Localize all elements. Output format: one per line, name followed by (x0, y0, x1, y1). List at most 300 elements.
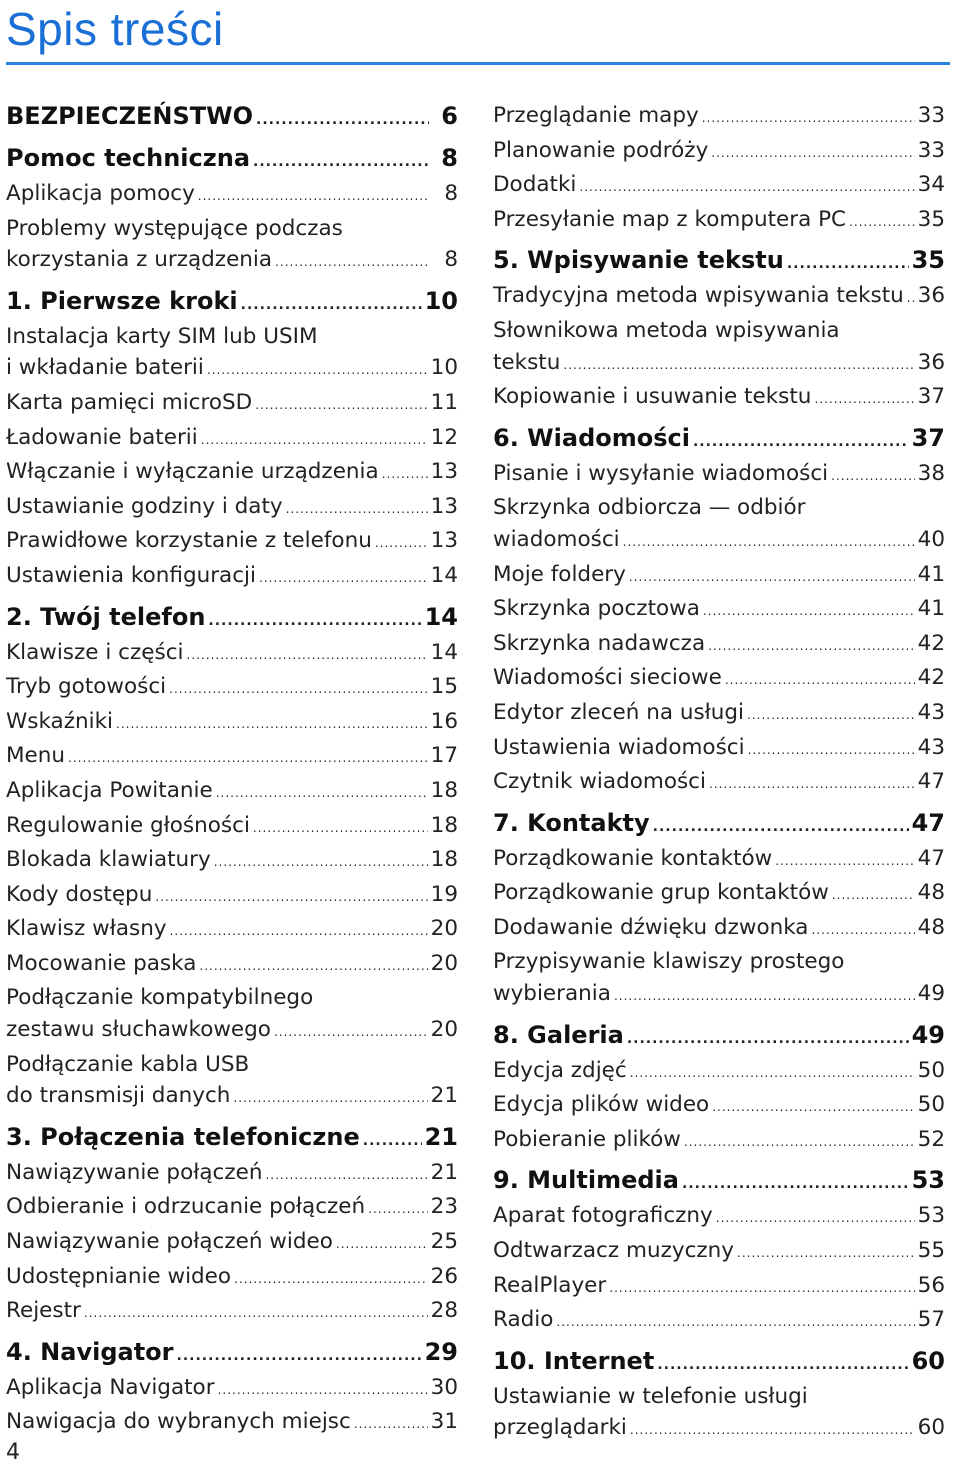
toc-section-heading[interactable] (6, 142, 458, 178)
entry-title: Udostępnianie wideo (6, 1263, 232, 1289)
page-ref: 10 (430, 355, 458, 381)
page-ref: 17 (430, 743, 458, 769)
toc-entry[interactable] (6, 706, 458, 741)
toc-entry[interactable] (6, 844, 458, 879)
page-ref: 28 (430, 1298, 458, 1324)
leader-dots (614, 981, 915, 1013)
toc-entry[interactable] (493, 280, 945, 315)
leader-dots (382, 459, 428, 491)
entry-title: Nawiązywanie połączeń wideo (6, 1229, 333, 1255)
toc-entry[interactable] (493, 1381, 945, 1413)
page-ref: 43 (917, 699, 945, 725)
leader-dots (199, 951, 427, 983)
entry-title: Przypisywanie klawiszy prostego (493, 949, 845, 975)
entry-title: Przeglądanie mapy (493, 103, 699, 128)
leader-dots (274, 1017, 428, 1049)
entry-title: Klawisze i części (6, 639, 184, 665)
toc-entry[interactable] (6, 637, 458, 672)
page-ref: 48 (917, 880, 945, 906)
toc-entry[interactable] (493, 100, 945, 135)
toc-entry[interactable] (493, 458, 945, 493)
entry-title: Menu (6, 743, 66, 769)
toc-section-heading[interactable] (6, 1121, 458, 1157)
toc-section (493, 1019, 945, 1159)
page-ref: 49 (911, 1020, 945, 1049)
toc-entry[interactable] (493, 1200, 945, 1235)
leader-dots (234, 1264, 428, 1296)
page-ref: 35 (911, 246, 945, 275)
leader-dots (241, 289, 422, 321)
toc-entry[interactable] (493, 1270, 945, 1305)
leader-dots (708, 631, 914, 663)
page-ref: 29 (424, 1337, 458, 1366)
entry-title: Nawiązywanie połączeń (6, 1159, 263, 1185)
toc-section (6, 285, 458, 595)
page-ref: 47 (917, 769, 945, 795)
toc-section-heading[interactable] (6, 100, 458, 136)
entry-title: Wiadomości sieciowe (493, 665, 722, 691)
toc-entry[interactable] (493, 766, 945, 801)
toc-entry[interactable] (6, 1406, 458, 1441)
page-ref: 14 (430, 639, 458, 665)
page-ref: 41 (917, 561, 945, 587)
toc-entry[interactable] (6, 1226, 458, 1261)
leader-dots (747, 700, 915, 732)
toc-section-heading[interactable] (6, 601, 458, 637)
entry-title: Włączanie i wyłączanie urządzenia (6, 459, 379, 485)
leader-dots (253, 146, 429, 178)
leader-dots (84, 1298, 428, 1330)
leader-dots (811, 915, 914, 947)
entry-title: Instalacja karty SIM lub USIM (6, 323, 318, 349)
page-ref: 16 (430, 708, 458, 734)
entry-title: Wskaźniki (6, 708, 114, 734)
page-ref: 20 (430, 916, 458, 942)
toc-section (6, 100, 458, 136)
leader-dots (116, 709, 428, 741)
page-ref: 53 (917, 1203, 945, 1229)
toc-entry[interactable] (6, 387, 458, 422)
section-title: 1. Pierwsze kroki (6, 286, 238, 315)
toc-section (6, 1121, 458, 1330)
page-ref: 42 (917, 630, 945, 656)
entry-title: Porządkowanie kontaktów (493, 845, 773, 871)
toc-entry[interactable] (6, 1261, 458, 1296)
entry-title: Regulowanie głośności (6, 812, 250, 838)
leader-dots (169, 674, 428, 706)
leader-dots (259, 563, 428, 595)
entry-title: Czytnik wiadomości (493, 769, 706, 795)
leader-dots (831, 461, 915, 493)
leader-dots (623, 527, 915, 559)
entry-title: Porządkowanie grup kontaktów (493, 880, 829, 906)
leader-dots (187, 640, 428, 672)
page-ref: 60 (911, 1346, 945, 1375)
page-ref: 18 (430, 847, 458, 873)
leader-dots (653, 811, 909, 843)
leader-dots (275, 247, 429, 279)
title-divider (6, 62, 950, 65)
toc-left-column (6, 100, 458, 1447)
toc-entry[interactable] (6, 775, 458, 810)
entry-title: zestawu słuchawkowego (6, 1017, 271, 1043)
entry-title: i wkładanie baterii (6, 355, 204, 381)
entry-title: Pobieranie plików (493, 1126, 681, 1152)
toc-entry[interactable] (493, 978, 945, 1013)
page-ref: 19 (430, 881, 458, 907)
leader-dots (265, 1160, 427, 1192)
entry-title: Rejestr (6, 1298, 81, 1324)
page-ref: 11 (430, 389, 458, 415)
leader-dots (709, 769, 915, 801)
leader-dots (375, 528, 428, 560)
leader-dots (256, 104, 429, 136)
entry-title: Kody dostępu (6, 881, 153, 907)
toc-section (6, 601, 458, 1115)
page-ref: 13 (430, 528, 458, 554)
page-ref: 13 (430, 493, 458, 519)
section-title: Pomoc techniczna (6, 144, 251, 172)
toc-entry[interactable] (493, 204, 945, 239)
entry-title: Ustawianie godziny i daty (6, 493, 283, 519)
page-ref: 35 (917, 206, 945, 232)
entry-title: Edytor zleceń na usługi (493, 699, 745, 725)
toc-section-heading[interactable] (493, 244, 945, 280)
toc-entry[interactable] (493, 628, 945, 663)
page-ref: 55 (917, 1238, 945, 1264)
toc-section (493, 1164, 945, 1338)
page-ref: 36 (917, 349, 945, 375)
toc-section (493, 1345, 945, 1447)
toc-section-heading[interactable] (493, 1345, 945, 1381)
toc-entry[interactable] (6, 913, 458, 948)
toc-entry[interactable] (6, 178, 458, 213)
page-ref: 33 (917, 103, 945, 128)
leader-dots (177, 1340, 422, 1372)
page-ref: 36 (917, 283, 945, 309)
toc-entry[interactable] (6, 1295, 458, 1330)
leader-dots (155, 882, 427, 914)
page-ref: 20 (430, 950, 458, 976)
page-ref: 43 (917, 734, 945, 760)
toc-entry[interactable] (493, 732, 945, 767)
leader-dots (201, 425, 428, 457)
leader-dots (703, 596, 915, 628)
toc-entry[interactable] (6, 671, 458, 706)
leader-dots (849, 207, 915, 239)
leader-dots (711, 138, 914, 170)
section-title: 4. Navigator (6, 1337, 174, 1366)
leader-dots (748, 735, 915, 767)
page-ref: 38 (917, 460, 945, 486)
entry-title: Problemy występujące podczas (6, 215, 343, 241)
section-title: 3. Połączenia telefoniczne (6, 1122, 360, 1151)
leader-dots (170, 916, 428, 948)
toc-entry[interactable] (6, 1191, 458, 1226)
leader-dots (630, 1415, 915, 1447)
toc-entry[interactable] (6, 560, 458, 595)
toc-entry[interactable] (493, 1304, 945, 1339)
leader-dots (354, 1409, 428, 1441)
leader-dots (233, 1083, 427, 1115)
page-ref: 21 (424, 1122, 458, 1151)
page-ref: 50 (917, 1057, 945, 1083)
leader-dots (286, 494, 428, 526)
entry-title: Przesyłanie map z komputera PC (493, 206, 847, 232)
page-ref: 13 (430, 459, 458, 485)
toc-entry[interactable] (493, 1089, 945, 1124)
leader-dots (563, 350, 914, 382)
page-ref: 48 (917, 914, 945, 940)
toc-entry[interactable] (6, 525, 458, 560)
entry-title: Dodatki (493, 172, 577, 198)
leader-dots (68, 743, 428, 775)
entry-title: Aparat fotograficzny (493, 1203, 713, 1229)
entry-title: Klawisz własny (6, 916, 167, 942)
entry-title: Moje foldery (493, 561, 626, 587)
leader-dots (657, 1349, 908, 1381)
entry-title: Radio (493, 1307, 554, 1333)
section-title: 6. Wiadomości (493, 423, 690, 452)
page-ref: 56 (917, 1272, 945, 1298)
toc-section-heading[interactable] (6, 285, 458, 321)
page-ref: 26 (430, 1263, 458, 1289)
page-ref: 57 (917, 1307, 945, 1333)
leader-dots (702, 103, 915, 135)
leader-dots (363, 1125, 422, 1157)
section-title: BEZPIECZEŃSTWO (6, 102, 254, 130)
toc-entry[interactable] (6, 948, 458, 983)
toc-section-heading[interactable] (493, 1164, 945, 1200)
entry-title: Edycja plików wideo (493, 1092, 710, 1118)
entry-title: Dodawanie dźwięku dzwonka (493, 914, 809, 940)
toc-section-heading[interactable] (6, 1336, 458, 1372)
leader-dots (198, 181, 429, 213)
section-title: 10. Internet (493, 1346, 655, 1375)
toc-entry[interactable] (493, 524, 945, 559)
toc-entry[interactable] (6, 740, 458, 775)
toc-entry[interactable] (493, 315, 945, 347)
page-ref: 52 (917, 1126, 945, 1152)
toc-entry[interactable] (6, 244, 458, 279)
page-ref: 23 (430, 1194, 458, 1220)
page-ref: 21 (430, 1159, 458, 1185)
toc-entry[interactable] (6, 1080, 458, 1115)
leader-dots (627, 1023, 909, 1055)
page-ref: 37 (917, 384, 945, 410)
page-ref: 30 (430, 1374, 458, 1400)
toc-entry[interactable] (493, 946, 945, 978)
toc-entry[interactable] (493, 1412, 945, 1447)
entry-title: Pisanie i wysyłanie wiadomości (493, 460, 829, 486)
toc-entry[interactable] (493, 492, 945, 524)
page-ref: 33 (917, 137, 945, 163)
entry-title: Mocowanie paska (6, 950, 197, 976)
entry-title: przeglądarki (493, 1415, 627, 1441)
entry-title: Karta pamięci microSD (6, 389, 253, 415)
toc-entry[interactable] (493, 912, 945, 947)
page-ref: 31 (430, 1409, 458, 1435)
leader-dots (716, 1203, 915, 1235)
entry-title: Odbieranie i odrzucanie połączeń (6, 1194, 366, 1220)
page-ref: 14 (424, 602, 458, 631)
page-ref: 50 (917, 1092, 945, 1118)
toc-entry[interactable] (6, 1014, 458, 1049)
entry-title: RealPlayer (493, 1272, 607, 1298)
page-ref: 40 (917, 526, 945, 552)
entry-title: Nawigacja do wybranych miejsc (6, 1409, 351, 1435)
leader-dots (684, 1127, 915, 1159)
page-ref: 12 (430, 424, 458, 450)
leader-dots (630, 1058, 915, 1090)
entry-title: Podłączanie kompatybilnego (6, 985, 314, 1011)
section-title: 5. Wpisywanie tekstu (493, 246, 784, 275)
page-ref: 49 (917, 981, 945, 1007)
toc-entry[interactable] (6, 1049, 458, 1081)
entry-title: wybierania (493, 981, 611, 1007)
entry-title: Ustawienia konfiguracji (6, 562, 257, 588)
leader-dots (832, 880, 915, 912)
leader-dots (629, 562, 915, 594)
entry-title: Ustawienia wiadomości (493, 734, 745, 760)
page-title: Spis treści (6, 3, 224, 55)
leader-dots (214, 847, 428, 879)
page-ref: 25 (430, 1229, 458, 1255)
page-ref: 53 (911, 1166, 945, 1195)
toc-section (493, 422, 945, 801)
leader-dots (712, 1092, 914, 1124)
page-ref: 14 (430, 562, 458, 588)
toc-entry[interactable] (493, 662, 945, 697)
toc-entry[interactable] (6, 491, 458, 526)
toc-entry[interactable] (493, 697, 945, 732)
leader-dots (216, 778, 428, 810)
toc-entry[interactable] (6, 1372, 458, 1407)
page-ref: 8 (441, 144, 458, 172)
leader-dots (255, 390, 427, 422)
leader-dots (579, 172, 914, 204)
toc-entry[interactable] (493, 559, 945, 594)
toc-section-heading[interactable] (493, 1019, 945, 1055)
entry-title: Ustawianie w telefonie usługi (493, 1383, 808, 1409)
entry-title: Słownikowa metoda wpisywania (493, 317, 840, 343)
page-ref: 42 (917, 665, 945, 691)
toc-entry[interactable] (493, 381, 945, 416)
toc-entry[interactable] (6, 1157, 458, 1192)
entry-title: Planowanie podróży (493, 137, 709, 163)
page-ref: 34 (917, 172, 945, 198)
page-ref: 10 (424, 286, 458, 315)
page-ref: 47 (917, 845, 945, 871)
section-title: 9. Multimedia (493, 1166, 679, 1195)
leader-dots (775, 846, 914, 878)
entry-title: tekstu (493, 349, 561, 375)
leader-dots (737, 1238, 915, 1270)
leader-dots (368, 1194, 427, 1226)
entry-title: Tradycyjna metoda wpisywania tekstu (493, 283, 904, 309)
toc-entry[interactable] (493, 1055, 945, 1090)
toc-section (493, 100, 945, 238)
entry-title: wiadomości (493, 526, 620, 552)
toc-entry[interactable] (6, 321, 458, 353)
section-title: 2. Twój telefon (6, 602, 206, 631)
entry-title: Podłączanie kabla USB (6, 1051, 250, 1077)
toc-section-heading[interactable] (493, 422, 945, 458)
page-ref: 37 (911, 423, 945, 452)
leader-dots (814, 384, 914, 416)
toc-entry[interactable] (493, 347, 945, 382)
page-ref: 8 (444, 247, 458, 273)
page-ref: 15 (430, 674, 458, 700)
page-ref: 21 (430, 1083, 458, 1109)
toc-entry[interactable] (6, 213, 458, 245)
entry-title: Kopiowanie i usuwanie tekstu (493, 384, 812, 410)
leader-dots (787, 248, 909, 280)
entry-title: Aplikacja Powitanie (6, 777, 213, 803)
toc-entry[interactable] (6, 422, 458, 457)
entry-title: Blokada klawiatury (6, 847, 211, 873)
entry-title: Aplikacja Navigator (6, 1374, 215, 1400)
section-title: 7. Kontakty (493, 808, 650, 837)
entry-title: Odtwarzacz muzyczny (493, 1238, 735, 1264)
toc-entry[interactable] (6, 810, 458, 845)
page-ref: 47 (911, 808, 945, 837)
page-ref: 18 (430, 812, 458, 838)
toc-entry[interactable] (493, 169, 945, 204)
page-ref: 60 (917, 1415, 945, 1441)
leader-dots (208, 605, 421, 637)
entry-title: Ładowanie baterii (6, 424, 198, 450)
entry-title: Edycja zdjęć (493, 1057, 627, 1083)
toc-entry[interactable] (493, 877, 945, 912)
entry-title: Aplikacja pomocy (6, 181, 195, 206)
page-ref: 20 (430, 1017, 458, 1043)
leader-dots (682, 1168, 909, 1200)
page-ref: 8 (444, 181, 458, 206)
toc-section (6, 142, 458, 279)
toc-entry[interactable] (493, 1124, 945, 1159)
toc-entry[interactable] (6, 456, 458, 491)
leader-dots (253, 813, 428, 845)
leader-dots (556, 1307, 914, 1339)
leader-dots (336, 1229, 428, 1261)
toc-entry[interactable] (493, 1235, 945, 1270)
toc-section-heading[interactable] (493, 807, 945, 843)
entry-title: Prawidłowe korzystanie z telefonu (6, 528, 372, 554)
toc-entry[interactable] (493, 593, 945, 628)
section-title: 8. Galeria (493, 1020, 624, 1049)
leader-dots (907, 283, 915, 315)
leader-dots (609, 1273, 914, 1305)
toc-entry[interactable] (6, 879, 458, 914)
toc-section (493, 807, 945, 1013)
page-ref: 6 (441, 102, 458, 130)
leader-dots (207, 355, 428, 387)
entry-title: do transmisji danych (6, 1083, 231, 1109)
toc-right-column (493, 100, 945, 1453)
toc-entry[interactable] (493, 843, 945, 878)
page-ref: 41 (917, 596, 945, 622)
leader-dots (218, 1375, 428, 1407)
toc-section (493, 244, 945, 415)
toc-section (6, 1336, 458, 1441)
toc-entry[interactable] (6, 982, 458, 1014)
toc-entry[interactable] (6, 352, 458, 387)
toc-entry[interactable] (493, 135, 945, 170)
leader-dots (693, 426, 909, 458)
page-number: 4 (6, 1440, 20, 1465)
page-ref: 18 (430, 777, 458, 803)
